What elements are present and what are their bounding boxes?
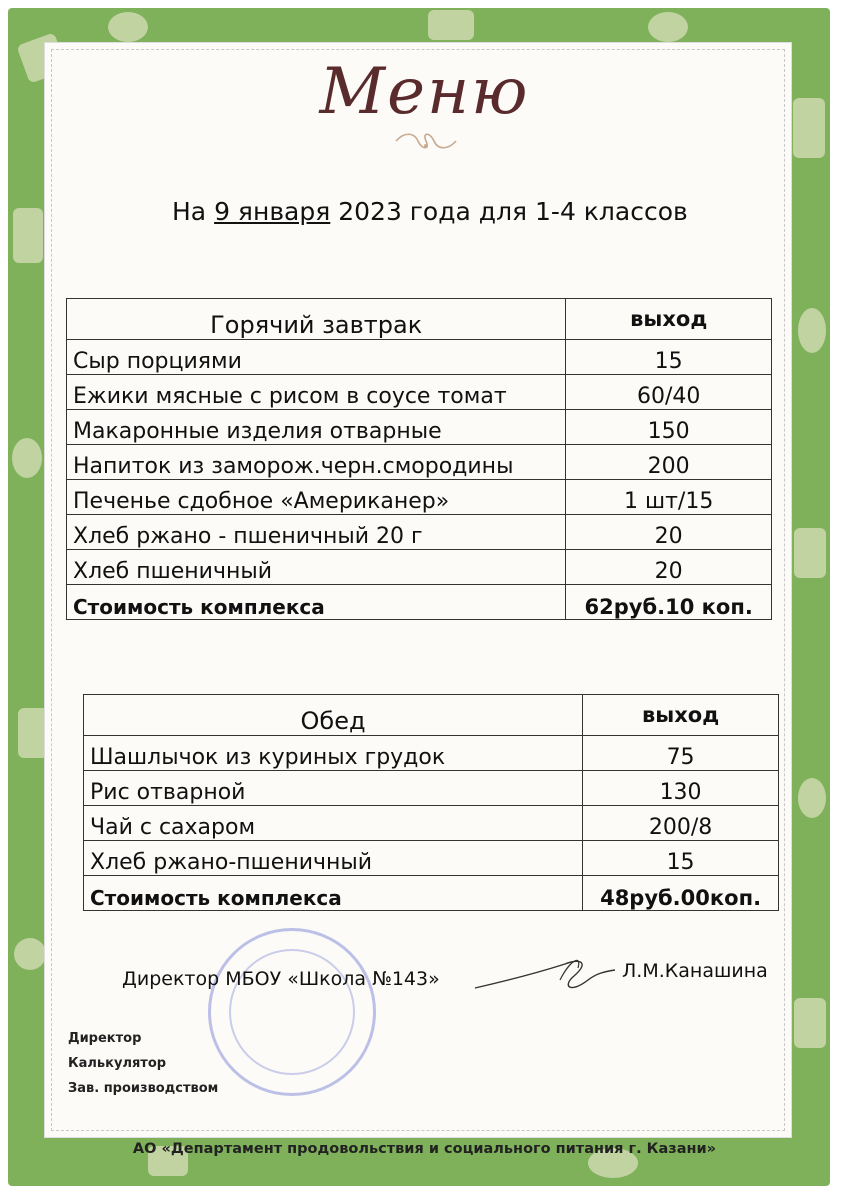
breakfast-total-label: Стоимость комплекса [67, 585, 566, 620]
table-row [67, 480, 772, 515]
official-stamp [208, 928, 376, 1096]
staff-calculator: Калькулятор [68, 1056, 167, 1071]
date-day: 9 января [214, 197, 331, 226]
dish-output: 200 [566, 445, 772, 480]
date-prefix: На [172, 197, 215, 226]
total-row [67, 585, 772, 620]
total-row [84, 876, 779, 911]
handwritten-signature [470, 950, 620, 1000]
dish-name: Печенье сдобное «Американер» [67, 480, 566, 515]
dish-name: Макаронные изделия отварные [67, 410, 566, 445]
breakfast-output-header: выход [566, 299, 772, 340]
dish-name: Хлеб ржано - пшеничный 20 г [67, 515, 566, 550]
dish-name: Ежики мясные с рисом в соусе томат [67, 375, 566, 410]
dish-output: 130 [583, 771, 779, 806]
lunch-header: Обед [84, 695, 583, 736]
table-row [84, 806, 779, 841]
date-suffix: 2023 года для 1-4 классов [330, 197, 688, 226]
ornament-swirl-icon [388, 130, 464, 152]
footer-organization: АО «Департамент продовольствия и социального питания г. Казани» [132, 1141, 717, 1157]
dish-output: 15 [566, 340, 772, 375]
dish-name: Чай с сахаром [84, 806, 583, 841]
dish-output: 75 [583, 736, 779, 771]
signature-role: Директор МБОУ «Школа №143» [122, 968, 440, 990]
dish-name: Рис отварной [84, 771, 583, 806]
dish-name: Хлеб пшеничный [67, 550, 566, 585]
lunch-total-value: 48руб.00коп. [583, 876, 779, 911]
dish-output: 15 [583, 841, 779, 876]
menu-date-line [172, 197, 688, 226]
table-row [84, 736, 779, 771]
table-row [67, 515, 772, 550]
dish-name: Шашлычок из куриных грудок [84, 736, 583, 771]
lunch-total-label: Стоимость комплекса [84, 876, 583, 911]
dish-output: 1 шт/15 [566, 480, 772, 515]
dish-output: 20 [566, 550, 772, 585]
lunch-table [83, 694, 779, 911]
dish-output: 200/8 [583, 806, 779, 841]
dish-name: Напиток из заморож.черн.смородины [67, 445, 566, 480]
table-row [84, 771, 779, 806]
dish-name: Хлеб ржано-пшеничный [84, 841, 583, 876]
table-row [84, 841, 779, 876]
dish-output: 150 [566, 410, 772, 445]
signature-name: Л.М.Канашина [622, 960, 768, 982]
menu-title: Меню [319, 55, 530, 129]
lunch-output-header: выход [583, 695, 779, 736]
table-row [67, 340, 772, 375]
staff-director: Директор [68, 1031, 142, 1046]
dish-output: 20 [566, 515, 772, 550]
staff-production-head: Зав. производством [68, 1081, 219, 1096]
table-row [67, 375, 772, 410]
dish-output: 60/40 [566, 375, 772, 410]
breakfast-table [66, 298, 772, 620]
table-row [67, 410, 772, 445]
breakfast-total-value: 62руб.10 коп. [566, 585, 772, 620]
dish-name: Сыр порциями [67, 340, 566, 375]
table-row [67, 445, 772, 480]
table-row [67, 550, 772, 585]
breakfast-header: Горячий завтрак [67, 299, 566, 340]
